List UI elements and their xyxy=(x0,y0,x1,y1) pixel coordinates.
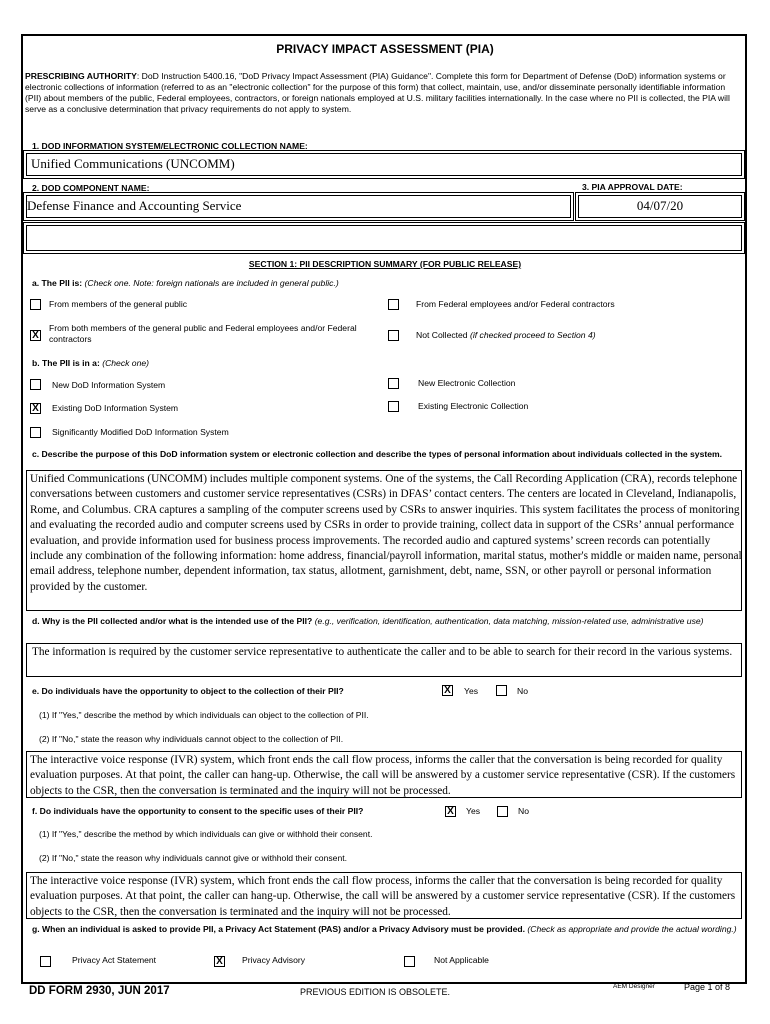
q3-label: 3. PIA APPROVAL DATE: xyxy=(582,182,683,192)
prescribing-label: PRESCRIBING AUTHORITY xyxy=(25,71,137,81)
form-id: DD FORM 2930, JUN 2017 xyxy=(29,985,170,997)
option-federal-employees: From Federal employees and/or Federal contractors xyxy=(416,299,615,309)
object-method-field[interactable] xyxy=(26,751,742,798)
option-new-system: New DoD Information System xyxy=(52,380,166,390)
edition-note: PREVIOUS EDITION IS OBSOLETE. xyxy=(300,987,451,997)
e-sub1: (1) If "Yes," describe the method by which individuals can object to the collection of PII. xyxy=(39,710,369,720)
q-f-label: f. Do individuals have the opportunity to consent to the specific uses of their PII? xyxy=(32,806,364,816)
checkbox-both[interactable] xyxy=(30,330,41,341)
e-no-label: No xyxy=(517,686,528,696)
check-mark-icon: X xyxy=(32,403,39,414)
checkbox-existing-system[interactable] xyxy=(30,403,41,414)
option-privacy-act-statement: Privacy Act Statement xyxy=(72,955,157,965)
option-privacy-advisory: Privacy Advisory xyxy=(242,955,306,965)
prescribing-text: : DoD Instruction 5400.16, "DoD Privacy Impact Assessment (PIA) Guidance". Complete this form for Department of Defense (DoD) information systems or electronic collections of information (referred to as an "electronic collection" for the purpose of this form) that collect, maintain, use, and/or disseminate personally identifiable information (PII) about members of the public, Federal employees, contractors, or foreign nationals employed at U.S. military facilities internationally. In the case where no PII is collected, the PIA will serve as a conclusive determination that privacy requirements do not apply to system. xyxy=(25,71,730,114)
approval-date-value: 04/07/20 xyxy=(636,198,684,213)
system-name-field[interactable] xyxy=(26,153,742,176)
f-yes-label: Yes xyxy=(466,806,481,816)
designer-label: AEM Designer xyxy=(613,983,655,990)
consent-method-field[interactable] xyxy=(26,872,742,919)
prescribing-authority xyxy=(25,71,743,115)
option-general-public: From members of the general public xyxy=(49,299,188,309)
option-both: From both members of the general public and Federal employees and/or Federal contractors xyxy=(49,323,357,344)
checkbox-not-collected[interactable] xyxy=(388,330,399,341)
checkbox-new-system[interactable] xyxy=(30,379,41,390)
option-existing-collection: Existing Electronic Collection xyxy=(418,401,529,411)
checkbox-federal-employees[interactable] xyxy=(388,299,399,310)
consent-method-text: The interactive voice response (IVR) system, which front ends the call flow process, informs the caller that the conversation is being recorded for quality evaluation purposes. At that point, the caller can hang-up. Otherwise, the call will be answered by a customer service representative (CSR). If the customers objects to the CSR, then the conversation is terminated and the inquiry will not be processed. xyxy=(30,875,736,918)
option-modified-system: Significantly Modified DoD Information System xyxy=(52,427,229,437)
purpose-field[interactable] xyxy=(26,470,742,611)
q-c-label: c. Describe the purpose of this DoD information system or electronic collection and describe the types of personal information about individuals collected in the system. xyxy=(32,449,723,459)
q-g-label: g. When an individual is asked to provide PII, a Privacy Act Statement (PAS) and/or a Privacy Advisory must be provided. (Check as appropriate and provide the actual wording.) xyxy=(32,924,737,934)
option-new-collection: New Electronic Collection xyxy=(418,378,516,388)
component-name-field[interactable] xyxy=(26,195,571,218)
check-mark-icon: X xyxy=(216,956,223,967)
q-e-label: e. Do individuals have the opportunity to object to the collection of their PII? xyxy=(32,686,344,696)
f-sub2: (2) If "No," state the reason why individuals cannot give or withhold their consent. xyxy=(39,853,347,863)
checkbox-privacy-act-statement[interactable] xyxy=(40,956,51,967)
checkbox-f-no[interactable] xyxy=(497,806,508,817)
checkbox-e-yes[interactable] xyxy=(442,685,453,696)
intended-use-text: The information is required by the customer service representative to authenticate the caller and to be able to search for their record in the various systems. xyxy=(32,646,733,658)
q1-label: 1. DOD INFORMATION SYSTEM/ELECTRONIC COLLECTION NAME: xyxy=(32,141,308,151)
e-sub2: (2) If "No," state the reason why individuals cannot object to the collection of PII. xyxy=(39,734,344,744)
checkbox-e-no[interactable] xyxy=(496,685,507,696)
check-mark-icon: X xyxy=(447,806,454,817)
q-d-label: d. Why is the PII collected and/or what is the intended use of the PII? (e.g., verification, identification, authentication, data matching, mission-related use, administrative use) xyxy=(32,616,704,626)
option-not-collected: Not Collected (if checked proceed to Section 4) xyxy=(416,330,596,340)
intended-use-field[interactable] xyxy=(26,643,742,677)
component-name-value: Defense Finance and Accounting Service xyxy=(27,198,242,213)
page-number: Page 1 of 8 xyxy=(684,982,731,992)
purpose-text: Unified Communications (UNCOMM) includes multiple component systems. One of the systems, the Call Recording Application (CRA), records telephone conversations between customers and customer service representatives (CSRs) in DFAS’ contact centers. The centers are located in Cleveland, Indianapolis, Rome, and Columbus. CRA captures a sampling of the computer screens used by CSRs to answer inquiries. This system facilitates the process of monitoring and evaluating the recorded audio and computer screens used by CSRs in order to provide training, collect data in support of the CSRs’ annual performance evaluation, and provide information used for business process improvements. The recorded audio and captured systems’ screen records can potentially include any combination of the following information: home address, financial/payroll information, marital status, mother's middle or maiden name, personal email address, telephone number, dependent information, tax status, allotment, garnishment, debt, name, SSN, or other payroll or personal information provided by the customer. xyxy=(30,473,742,593)
q-b-label: b. The PII is in a: (Check one) xyxy=(32,358,150,368)
checkbox-existing-collection[interactable] xyxy=(388,401,399,412)
check-mark-icon: X xyxy=(32,330,39,341)
system-name-value: Unified Communications (UNCOMM) xyxy=(31,156,235,171)
checkbox-new-collection[interactable] xyxy=(388,378,399,389)
f-sub1: (1) If "Yes," describe the method by which individuals can give or withhold their consent. xyxy=(39,829,373,839)
q-a-label: a. The PII is: (Check one. Note: foreign nationals are included in general public.) xyxy=(32,278,339,288)
checkbox-f-yes[interactable] xyxy=(445,806,456,817)
check-mark-icon: X xyxy=(444,685,451,696)
checkbox-privacy-advisory[interactable] xyxy=(214,956,225,967)
page-title: PRIVACY IMPACT ASSESSMENT (PIA) xyxy=(276,42,494,56)
checkbox-not-applicable[interactable] xyxy=(404,956,415,967)
blank-field[interactable] xyxy=(26,225,742,251)
checkbox-general-public[interactable] xyxy=(30,299,41,310)
f-no-label: No xyxy=(518,806,529,816)
section1-heading: SECTION 1: PII DESCRIPTION SUMMARY (FOR PUBLIC RELEASE) xyxy=(248,259,522,269)
q2-label: 2. DOD COMPONENT NAME: xyxy=(32,183,150,193)
option-not-applicable: Not Applicable xyxy=(434,955,489,965)
object-method-text: The interactive voice response (IVR) system, which front ends the call flow process, informs the caller that the conversation is being recorded for quality evaluation purposes. At that point, the caller can hang-up. Otherwise, the call will be answered by a customer service representative (CSR). If the customers objects to the CSR, then the conversation is terminated and the inquiry will not be processed. xyxy=(30,754,736,797)
e-yes-label: Yes xyxy=(464,686,479,696)
checkbox-modified-system[interactable] xyxy=(30,427,41,438)
approval-date-field[interactable] xyxy=(578,195,742,218)
option-existing-system: Existing DoD Information System xyxy=(52,403,179,413)
